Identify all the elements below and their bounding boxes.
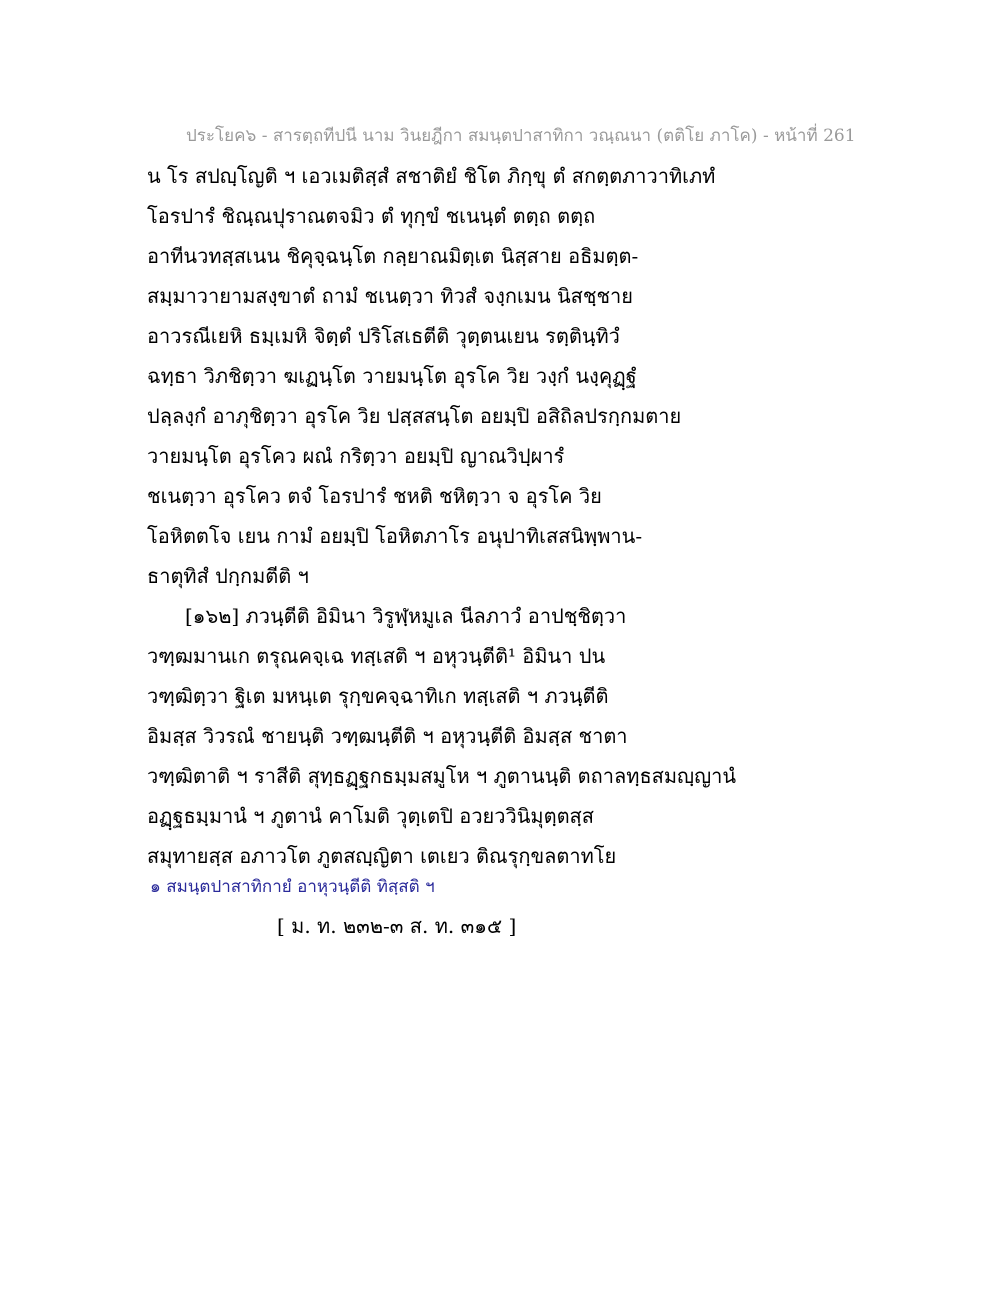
paragraph-start-line: [๑๖๒] ภวนฺตีติ อิมินา วิรูฬฺหมูเล นีลภาวํ อาปชฺชิตฺวา — [185, 604, 627, 628]
text-line: โอหิตตโจ เยน กามํ อยมฺปิ โอหิตภาโร อนุปาทิเสสนิพฺพาน- — [147, 524, 643, 548]
text-line: วฑฺฒิตาติ ฯ ราสีติ สุทฺธฏฺฐกธมฺมสมูโห ฯ ภูตานนฺติ ตถาลทฺธสมญฺญานํ — [147, 764, 737, 788]
text-line: ปลฺลงฺกํ อาภุชิตฺวา อุรโค วิย ปสฺสสนฺโต อยมฺปิ อสิถิลปรกฺกมตาย — [147, 404, 682, 428]
text-line: ชเนตฺวา อุรโคว ตจํ โอรปารํ ชหติ ชหิตฺวา จ อุรโค วิย — [147, 484, 602, 508]
page-reference: [ ม. ท. ๒๓๒-๓ ส. ท. ๓๑๕ ] — [277, 914, 517, 938]
text-line: อฏฺฐธมฺมานํ ฯ ภูตานํ คาโมติ วุตฺเตปิ อวยววินิมุตฺตสฺส — [147, 804, 594, 828]
text-line: ธาตุทิสํ ปกฺกมตีติ ฯ — [147, 564, 309, 588]
text-line: อาวรณีเยหิ ธมฺเมหิ จิตฺตํ ปริโสเธตีติ วุตฺตนเยน รตฺตินฺทิวํ — [147, 324, 620, 348]
text-line: ฉทฺธา วิภชิตฺวา ฆเฏนฺโต วายมนฺโต อุรโค วิย วงฺกํ นงฺคุฏฺฐํ — [147, 364, 637, 388]
text-line: สมฺมาวายามสงฺขาตํ ถามํ ชเนตฺวา ทิวสํ จงฺกเมน นิสชฺชาย — [147, 284, 633, 308]
text-line: น โร สปญฺโญติ ฯ เอวเมติสฺสํ สชาติยํ ชิโต ภิกฺขุ ตํ สกตฺตภาวาทิเภทํ — [147, 164, 716, 188]
text-line: โอรปารํ ชิณฺณปุราณตจมิว ตํ ทุกฺขํ ชเนนฺตํ ตตฺถ ตตฺถ — [147, 204, 596, 228]
text-line: สมุทายสฺส อภาวโต ภูตสญฺญิตา เตเยว ติณรุกฺขลตาทโย — [147, 844, 617, 868]
footnote: ๑ สมนฺตปาสาทิกายํ อาหุวนฺตีติ ทิสฺสติ ฯ — [150, 877, 435, 897]
text-line: วายมนฺโต อุรโคว ผณํ กริตฺวา อยมฺปิ ญาณวิปฺผารํ — [147, 444, 565, 468]
text-line: อิมสฺส วิวรณํ ชายนฺติ วฑฺฒนฺตีติ ฯ อหุวนฺตีติ อิมสฺส ชาตา — [147, 724, 628, 748]
main-text — [147, 160, 747, 880]
page-header: ประโยค๖ - สารตฺถทีปนี นาม วินยฎีกา สมนฺตปาสาทิกา วณฺณนา (ตติโย ภาโค) - หน้าที่ 261 — [186, 126, 856, 146]
text-line: วฑฺฒมานเก ตรุณคจฺเฉ ทสฺเสติ ฯ อหุวนฺตีติ¹ อิมินา ปน — [147, 644, 606, 668]
text-line: วฑฺฒิตฺวา ฐิเต มหนฺเต รุกฺขคจฺฉาทิเก ทสฺเสติ ฯ ภวนฺตีติ — [147, 684, 609, 708]
text-line: อาทีนวทสฺสเนน ชิคุจฺฉนฺโต กลฺยาณมิตฺเต นิสฺสาย อธิมตฺต- — [147, 244, 639, 268]
